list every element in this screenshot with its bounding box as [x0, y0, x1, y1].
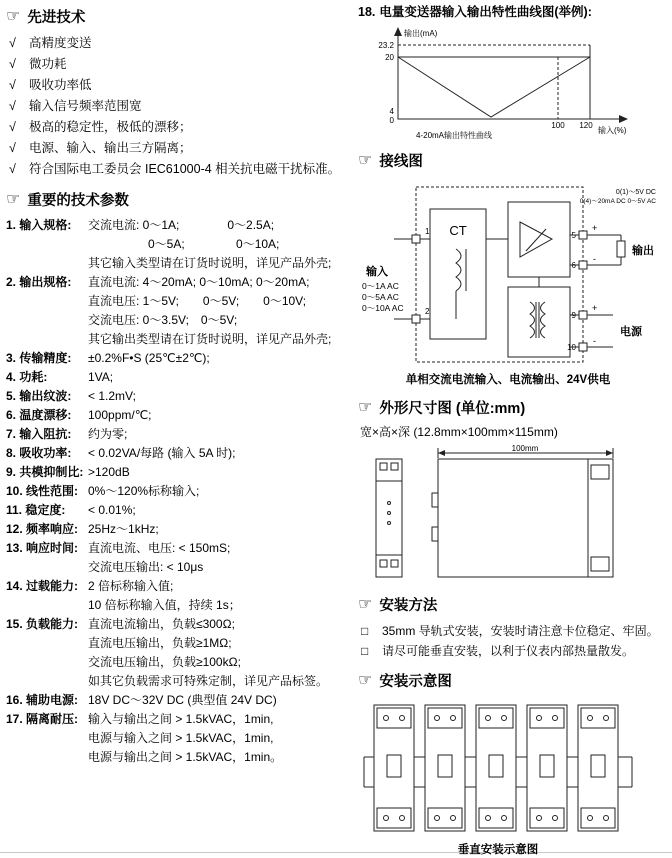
- module-group: [374, 705, 618, 831]
- param-label: 17. 隔离耐压:: [6, 712, 79, 726]
- param-value-line: 18V DC～32V DC (典型值 24V DC): [88, 693, 277, 707]
- top-terminal-block: [591, 465, 609, 479]
- param-value: [88, 406, 354, 425]
- param-label: 3. 传输精度:: [6, 351, 72, 365]
- din-module-part: [527, 705, 567, 831]
- terminal-2-number: 2: [425, 307, 430, 316]
- param-value-line: ±0.2%F•S (25℃±2℃);: [88, 351, 210, 365]
- input-range-3: 0～10A AC: [362, 303, 404, 313]
- param-value-line: 直流电流输出，负载≤300Ω;: [88, 617, 235, 631]
- advanced-tech-title: 先进技术: [27, 10, 86, 26]
- output-label: 输出: [632, 245, 654, 257]
- characteristic-curve: [398, 57, 590, 117]
- terminal-2: [412, 315, 420, 323]
- terminal-1: [412, 235, 420, 243]
- param-value: [88, 482, 354, 501]
- input-range-2: 0～5A AC: [362, 292, 399, 302]
- param-value-line: 25Hz～1kHz;: [88, 522, 159, 536]
- param-value: [88, 520, 354, 539]
- terminal-10: [579, 343, 587, 351]
- install-item: [358, 621, 668, 641]
- power-minus-sign: -: [593, 336, 596, 346]
- param-value-line: 交流电压: 0～3.5V; 0～5V;: [88, 313, 238, 327]
- param-value-line: 电源与输入之间 > 1.5kVAC，1min,: [88, 731, 274, 745]
- check-icon: √: [9, 78, 16, 92]
- wiring-diagram: [358, 177, 658, 372]
- param-value: [88, 463, 354, 482]
- din-module-part: [476, 705, 516, 831]
- param-row: [6, 349, 354, 368]
- install-item: [358, 641, 668, 661]
- terminal-5: [579, 231, 587, 239]
- input-range-1: 0～1A AC: [362, 281, 399, 291]
- param-value-line: < 1.2mV;: [88, 389, 136, 403]
- check-icon: √: [9, 99, 16, 113]
- output-minus-sign: -: [593, 254, 596, 264]
- param-value-line: 1VA;: [88, 370, 114, 384]
- output-plus-sign: +: [592, 223, 598, 233]
- param-value: [88, 387, 354, 406]
- param-label: 5. 输出纹波:: [6, 389, 72, 403]
- param-label: 4. 功耗:: [6, 370, 48, 384]
- param-row: [6, 710, 354, 767]
- param-value-line: 10 倍标称输入值，持续 1s；: [88, 598, 241, 612]
- install-text: 请尽可能垂直安装，以利于仪表内部热量散发。: [382, 644, 635, 658]
- param-value-line: 交流电压输出: < 10μs: [88, 560, 204, 574]
- param-value-line: 0～5A; 0～10A;: [88, 237, 280, 251]
- param-label: 8. 吸收功率:: [6, 446, 72, 460]
- din-clip: [432, 493, 438, 507]
- param-row: [6, 482, 354, 501]
- param-value: [88, 216, 354, 273]
- param-label: 6. 温度漂移:: [6, 408, 72, 422]
- amplifier-block: [508, 202, 570, 277]
- y-axis-label: 输出(mA): [404, 29, 438, 38]
- check-icon: √: [9, 120, 16, 134]
- pointing-hand-icon: ☞: [358, 398, 373, 416]
- param-value-line: 直流电流: 4～20mA; 0～10mA; 0～20mA;: [88, 275, 310, 289]
- pointing-hand-icon: ☞: [358, 151, 373, 169]
- param-value-line: 直流电流、电压: < 150mS;: [88, 541, 231, 555]
- install-method-title: 安装方法: [379, 598, 438, 614]
- x-axis-arrow: [619, 115, 628, 123]
- param-value: [88, 577, 354, 615]
- feature-text: 吸收功率低: [29, 78, 92, 92]
- feature-item: [6, 54, 354, 75]
- param-value-line: 其它输出类型请在订货时说明，详见产品外壳;: [88, 332, 332, 346]
- input-label: 输入: [366, 266, 388, 278]
- param-value-line: 输入与输出之间 > 1.5kVAC，1min,: [88, 712, 274, 726]
- y-axis-arrow: [394, 27, 402, 36]
- terminal-5-number: 5: [571, 231, 576, 240]
- param-label: 7. 输入阻抗:: [6, 427, 72, 441]
- curve-title-text: 电量变送器输入输出特性曲线图(举例):: [379, 5, 592, 19]
- param-value-line: 其它输入类型请在订货时说明，详见产品外壳;: [88, 256, 332, 270]
- mounting-caption: 垂直安装示意图: [457, 844, 539, 856]
- param-value: [88, 501, 354, 520]
- param-value-line: 2 倍标称输入值;: [88, 579, 174, 593]
- chart-frame: [398, 57, 590, 119]
- ct-coil-symbol: [456, 249, 461, 291]
- install-diagram-heading: [358, 670, 668, 691]
- params-list: [6, 216, 354, 767]
- mounting-diagram: [358, 697, 638, 842]
- param-value: [88, 710, 354, 767]
- feature-text: 电源、输入、输出三方隔离；: [29, 141, 192, 155]
- param-value-line: < 0.01%;: [88, 503, 136, 517]
- right-column: [358, 4, 668, 858]
- param-label: 10. 线性范围:: [6, 484, 79, 498]
- params-heading: [6, 189, 354, 210]
- transmitter-outline: [416, 187, 583, 362]
- power-plus-sign: +: [592, 303, 598, 313]
- curve-item-number: 18.: [358, 5, 376, 19]
- dimension-drawing: [358, 445, 653, 585]
- wiring-title: 接线图: [379, 154, 423, 170]
- y-tick-4: 4: [389, 107, 394, 116]
- param-value-line: 直流电压输出，负载≥1MΩ;: [88, 636, 232, 650]
- feature-text: 高精度变送: [29, 36, 92, 50]
- pointing-hand-icon: ☞: [6, 190, 21, 208]
- check-icon: √: [9, 162, 16, 176]
- terminal-9: [579, 311, 587, 319]
- param-value: [88, 539, 354, 577]
- din-module-part: [578, 705, 618, 831]
- param-value-line: >120dB: [88, 465, 130, 479]
- param-label: 13. 响应时间:: [6, 541, 79, 555]
- param-value: [88, 425, 354, 444]
- feature-item: [6, 117, 354, 138]
- pointing-hand-icon: ☞: [358, 595, 373, 613]
- param-value: [88, 444, 354, 463]
- terminal-6-number: 6: [571, 261, 576, 270]
- terminal-9-number: 9: [571, 311, 576, 320]
- param-value-line: 交流电压输出，负载≥100kΩ;: [88, 655, 241, 669]
- param-row: [6, 577, 354, 615]
- install-method-heading: [358, 594, 668, 615]
- install-diagram-title: 安装示意图: [379, 674, 452, 690]
- feature-item: [6, 96, 354, 117]
- checkbox-icon: □: [361, 644, 369, 658]
- pointing-hand-icon: ☞: [6, 7, 21, 25]
- terminal-1-number: 1: [425, 227, 430, 236]
- din-module-part: [425, 705, 465, 831]
- load-resistor-symbol: [617, 241, 625, 257]
- feature-item: [6, 75, 354, 96]
- output-note-1: 0(1)～5V DC: [615, 189, 656, 196]
- chart-caption: 4-20mA输出特性曲线: [416, 131, 493, 140]
- param-value-line: 如其它负载需求可特殊定制，详见产品标签。: [88, 674, 329, 688]
- x-tick-100: 100: [551, 121, 565, 130]
- front-view: [376, 459, 402, 577]
- din-module-part: [374, 705, 414, 831]
- param-value: [88, 368, 354, 387]
- param-value: [88, 691, 354, 710]
- param-label: 11. 稳定度:: [6, 503, 66, 517]
- check-icon: √: [9, 57, 16, 71]
- bottom-terminal-block: [591, 557, 609, 571]
- transformer-coil-right: [541, 302, 546, 338]
- param-row: [6, 501, 354, 520]
- y-tick-23-2: 23.2: [378, 41, 394, 50]
- param-value-line: 0%～120%标称输入;: [88, 484, 200, 498]
- side-view: [438, 459, 613, 577]
- terminal-10-number: 10: [567, 343, 576, 352]
- terminal-6: [579, 261, 587, 269]
- ct-label: CT: [449, 223, 467, 238]
- dimensions-heading: [358, 397, 668, 418]
- y-tick-0: 0: [389, 116, 394, 125]
- dimensions-subtitle: 宽×高×深 (12.8mm×100mm×115mm): [360, 425, 558, 439]
- top-dimension-label: 100mm: [511, 445, 539, 453]
- feature-item: [6, 159, 354, 180]
- param-value-line: < 0.02VA/每路 (输入 5A 时);: [88, 446, 236, 460]
- param-value: [88, 273, 354, 349]
- param-row: [6, 273, 354, 349]
- feature-item: [6, 138, 354, 159]
- io-characteristic-chart: [358, 23, 643, 141]
- param-label: 1. 输入规格:: [6, 218, 72, 232]
- output-note-2: 0(4)～20mA DC 0～5V AC: [579, 198, 656, 205]
- curve-section-title: [358, 4, 668, 21]
- param-row: [6, 615, 354, 691]
- feature-text: 符合国际电工委员会 IEC61000-4 相关抗电磁干扰标准。: [29, 162, 341, 176]
- install-method-list: [358, 621, 668, 661]
- param-value-line: 100ppm/℃;: [88, 408, 152, 422]
- param-row: [6, 216, 354, 273]
- advanced-feature-list: [6, 33, 354, 180]
- check-icon: √: [9, 36, 16, 50]
- param-value-line: 电源与输出之间 > 1.5kVAC，1min。: [88, 750, 283, 764]
- din-clip: [432, 527, 438, 541]
- params-title: 重要的技术参数: [27, 193, 129, 209]
- param-label: 9. 共模抑制比:: [6, 465, 84, 479]
- pointing-hand-icon: ☞: [358, 671, 373, 689]
- param-row: [6, 406, 354, 425]
- feature-text: 输入信号频率范围宽: [29, 99, 142, 113]
- install-text: 35mm 导轨式安装，安装时请注意卡位稳定、牢固。: [382, 624, 659, 638]
- param-row: [6, 520, 354, 539]
- left-column: [6, 4, 354, 767]
- param-label: 12. 频率响应:: [6, 522, 79, 536]
- param-label: 14. 过载能力:: [6, 579, 79, 593]
- param-row: [6, 444, 354, 463]
- wiring-caption: 单相交流电流输入、电流输出、24V供电: [405, 374, 611, 386]
- power-label: 电源: [620, 326, 642, 338]
- param-value-line: 交流电流: 0～1A; 0～2.5A;: [88, 218, 275, 232]
- dimensions-title: 外形尺寸图 (单位:mm): [379, 401, 526, 417]
- feature-text: 极高的稳定性，极低的漂移；: [29, 120, 192, 134]
- param-label: 16. 辅助电源:: [6, 693, 79, 707]
- param-value: [88, 615, 354, 691]
- param-label: 15. 负载能力:: [6, 617, 79, 631]
- check-icon: √: [9, 141, 16, 155]
- param-row: [6, 387, 354, 406]
- wiring-heading: [358, 150, 668, 171]
- checkbox-icon: □: [361, 624, 369, 638]
- advanced-tech-heading: [6, 6, 354, 27]
- feature-item: [6, 33, 354, 54]
- x-axis-label: 输入(%): [598, 126, 627, 135]
- transformer-coil-left: [530, 302, 535, 338]
- param-row: [6, 463, 354, 482]
- param-label: 2. 输出规格:: [6, 275, 72, 289]
- param-value-line: 约为零;: [88, 427, 128, 441]
- param-row: [6, 368, 354, 387]
- param-value: [88, 349, 354, 368]
- feature-text: 微功耗: [29, 57, 67, 71]
- x-tick-120: 120: [579, 121, 593, 130]
- param-value-line: 直流电压: 1～5V; 0～5V; 0～10V;: [88, 294, 307, 308]
- param-row: [6, 691, 354, 710]
- param-row: [6, 539, 354, 577]
- param-row: [6, 425, 354, 444]
- y-tick-20: 20: [385, 53, 394, 62]
